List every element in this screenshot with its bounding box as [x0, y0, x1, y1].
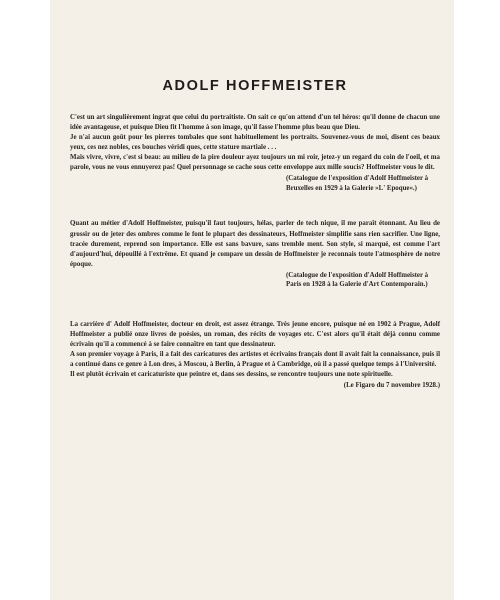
section-3 — [70, 320, 440, 391]
citation: (Catalogue de l'exposition d'Adolf Hoffmeister à Paris en 1928 à la Galerie d'Art Contemporain.) — [286, 271, 429, 289]
paragraph: Quant au métier d'Adolf Hoffmeister, puisqu'il faut toujours, hélas, parler de tech nique, il me paraît étonnant. Au lieu de grossir ou de jeter des ombres comme le font le plupart des dessinateurs, Hoffmeister simplifie sans rien sacrifier. Une ligne, tracée durement, reprend son importance. Elle est sans bavure, sans tremble ment. Son style, si marqué, est comme l'art d'aujourd'hui, dépouillé à l'extrême. Et quand je compare un dessin de Hoffmeister je reconnais toute l'atmosphère de notre époque. — [70, 220, 440, 268]
page-content — [70, 78, 440, 391]
citation: (Le Figaro du 7 novembre 1928.) — [343, 382, 440, 390]
paragraph: Il est plutôt écrivain et caricaturiste que peintre et, dans ses dessins, se rencontre toujours une note spirituelle. — [70, 371, 393, 379]
paragraph: La carrière d' Adolf Hoffmeister, docteur en droit, est assez étrange. Très jeune encore, puisque né en 1902 à Prague, Adolf Hoffmeister a publié onze livres de poésies, un roman, des récits de voyages etc. C'est alors qu'il était déjà connu comme écrivain qu'il a commencé à se faire connaître en tant que dessinateur. — [70, 320, 440, 348]
citation: (Catalogue de l'exposition d'Adolf Hoffmeister à Bruxelles en 1929 à la Galerie »L' Epoque«.) — [286, 175, 429, 192]
section-2 — [70, 219, 440, 289]
paragraph: Mais vivre, vivre, c'est si beau: au milieu de la pire douleur ayez toujours un mi roir, jetez-y un regard du coin de l'oeil, et ma parole, vous ne vous ennuyerez pas! Quel personnage se cache sous cette enveloppe aux mille soucis? Hoffmeister vous le dit. — [70, 154, 440, 172]
page-title: ADOLF HOFFMEISTER — [162, 78, 348, 94]
document-page — [50, 0, 454, 600]
spacer — [70, 193, 440, 219]
spacer — [70, 290, 440, 320]
section-1 — [70, 113, 440, 193]
paragraph: A son premier voyage à Paris, il a fait des caricatures des artistes et écrivains français dont il avait fait la connaissance, puis il a continué dans ce genre à Lon dres, à Moscou, à Berlin, à Prague et à Cambridge, où il a passé quelque temps à l'Université. — [70, 351, 440, 369]
paragraph: C'est un art singulièrement ingrat que celui du portraitiste. On sait ce qu'on attend d'un tel héros: qu'il donne de chacun une idée avantageuse, et puisque Dieu fit l'homme à son image, qu'il fasse l'homme plus beau que Dieu. — [70, 114, 440, 132]
paragraph: Je n'ai aucun goût pour les pierres tombales que sont habituellement les portraits. Souvenez-vous de moi, disent ces beaux yeux, ces nez nobles, ces bouches véridi ques, cette stature martiale . . . — [70, 134, 440, 152]
